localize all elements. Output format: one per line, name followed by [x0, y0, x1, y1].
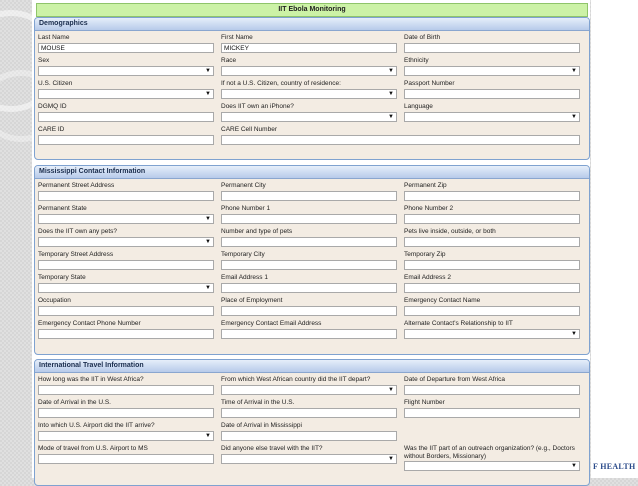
chevron-down-icon: ▼: [205, 285, 211, 291]
us-arrival-date-input[interactable]: [38, 408, 214, 418]
departure-country-select[interactable]: [221, 385, 397, 395]
chevron-down-icon: ▼: [205, 68, 211, 74]
chevron-down-icon: ▼: [571, 463, 577, 469]
field-label: Does IIT own an iPhone?: [221, 103, 294, 110]
field-label: Permanent Street Address: [38, 182, 115, 189]
pet-type-input[interactable]: [221, 237, 397, 247]
permanent-zip-input[interactable]: [404, 191, 580, 201]
passport-number-input[interactable]: [404, 89, 580, 99]
field-label: CARE Cell Number: [221, 126, 277, 133]
language-select[interactable]: [404, 112, 580, 122]
place-of-employment-input[interactable]: [221, 306, 397, 316]
field-label: Temporary Zip: [404, 251, 446, 258]
dgmq-id-input[interactable]: [38, 112, 214, 122]
field-label: If not a U.S. Citizen, country of residence:: [221, 80, 341, 87]
field-label: Permanent State: [38, 205, 87, 212]
field-label: Last Name: [38, 34, 70, 41]
temporary-zip-input[interactable]: [404, 260, 580, 270]
chevron-down-icon: ▼: [205, 216, 211, 222]
care-id-input[interactable]: [38, 135, 214, 145]
temporary-state-select[interactable]: [38, 283, 214, 293]
pets-select[interactable]: [38, 237, 214, 247]
us-arrival-time-input[interactable]: [221, 408, 397, 418]
field-label: Date of Arrival in Mississippi: [221, 422, 302, 429]
outreach-organization-select[interactable]: [404, 461, 580, 471]
sex-select[interactable]: [38, 66, 214, 76]
field-label: Temporary Street Address: [38, 251, 114, 258]
first-name-input[interactable]: [221, 43, 397, 53]
field-label: Place of Employment: [221, 297, 283, 304]
permanent-state-select[interactable]: [38, 214, 214, 224]
field-label: Mode of travel from U.S. Airport to MS: [38, 445, 148, 452]
field-label: Race: [221, 57, 237, 64]
race-select[interactable]: [221, 66, 397, 76]
us-citizen-select[interactable]: [38, 89, 214, 99]
field-label: Number and type of pets: [221, 228, 293, 235]
chevron-down-icon: ▼: [388, 387, 394, 393]
alternate-relationship-select[interactable]: [404, 329, 580, 339]
section-international-travel: [34, 359, 590, 486]
emergency-contact-name-input[interactable]: [404, 306, 580, 316]
chevron-down-icon: ▼: [571, 331, 577, 337]
field-label: Emergency Contact Phone Number: [38, 320, 141, 327]
field-label: Emergency Contact Email Address: [221, 320, 322, 327]
email-address-2-input[interactable]: [404, 283, 580, 293]
field-label: Permanent City: [221, 182, 266, 189]
page-margin: [591, 0, 638, 478]
phone-number-1-input[interactable]: [221, 214, 397, 224]
chevron-down-icon: ▼: [205, 239, 211, 245]
chevron-down-icon: ▼: [571, 68, 577, 74]
field-label: Phone Number 1: [221, 205, 271, 212]
field-label: Emergency Contact Name: [404, 297, 481, 304]
arrival-airport-select[interactable]: [38, 431, 214, 441]
ethnicity-select[interactable]: [404, 66, 580, 76]
care-cell-number-input[interactable]: [221, 135, 580, 145]
iphone-select[interactable]: [221, 112, 397, 122]
field-label: Occupation: [38, 297, 71, 304]
field-label: Date of Birth: [404, 34, 441, 41]
field-label: Email Address 1: [221, 274, 268, 281]
field-label: Alternate Contact's Relationship to IIT: [404, 320, 513, 327]
section-header: Mississippi Contact Information: [35, 166, 589, 179]
form-container: [32, 0, 590, 478]
west-africa-duration-input[interactable]: [38, 385, 214, 395]
field-label: Ethnicity: [404, 57, 429, 64]
emergency-contact-email-input[interactable]: [221, 329, 397, 339]
chevron-down-icon: ▼: [205, 433, 211, 439]
field-label: Pets live inside, outside, or both: [404, 228, 496, 235]
field-label: CARE ID: [38, 126, 65, 133]
chevron-down-icon: ▼: [388, 91, 394, 97]
temporary-city-input[interactable]: [221, 260, 397, 270]
travel-companion-select[interactable]: [221, 454, 397, 464]
pets-live-input[interactable]: [404, 237, 580, 247]
field-label: DGMQ ID: [38, 103, 67, 110]
field-label: Date of Arrival in the U.S.: [38, 399, 111, 406]
field-label: Time of Arrival in the U.S.: [221, 399, 295, 406]
permanent-city-input[interactable]: [221, 191, 397, 201]
chevron-down-icon: ▼: [571, 114, 577, 120]
field-label: Does the IIT own any pets?: [38, 228, 118, 235]
travel-mode-input[interactable]: [38, 454, 214, 464]
section-header: Demographics: [35, 18, 589, 31]
last-name-input[interactable]: [38, 43, 214, 53]
field-label: Permanent Zip: [404, 182, 447, 189]
country-residence-select[interactable]: [221, 89, 397, 99]
section-demographics: [34, 17, 590, 160]
departure-date-input[interactable]: [404, 385, 580, 395]
field-label: Into which U.S. Airport did the IIT arrive?: [38, 422, 155, 429]
field-label: First Name: [221, 34, 253, 41]
field-label: Sex: [38, 57, 50, 64]
date-of-birth-input[interactable]: [404, 43, 580, 53]
field-label: Did anyone else travel with the IIT?: [221, 445, 323, 452]
field-label: Date of Departure from West Africa: [404, 376, 506, 383]
flight-number-input[interactable]: [404, 408, 580, 418]
field-label: Phone Number 2: [404, 205, 454, 212]
page-title: IIT Ebola Monitoring: [36, 3, 588, 17]
field-label: Passport Number: [404, 80, 455, 87]
occupation-input[interactable]: [38, 306, 214, 316]
field-label: U.S. Citizen: [38, 80, 73, 87]
logo-fragment: F HEALTH: [593, 462, 636, 471]
section-header: International Travel Information: [35, 360, 589, 373]
field-label: Email Address 2: [404, 274, 451, 281]
field-label: Temporary State: [38, 274, 86, 281]
chevron-down-icon: ▼: [388, 456, 394, 462]
field-label: Flight Number: [404, 399, 445, 406]
temporary-street-input[interactable]: [38, 260, 214, 270]
mississippi-arrival-date-input[interactable]: [221, 431, 397, 441]
phone-number-2-input[interactable]: [404, 214, 580, 224]
permanent-street-input[interactable]: [38, 191, 214, 201]
field-label: How long was the IIT in West Africa?: [38, 376, 144, 383]
chevron-down-icon: ▼: [388, 114, 394, 120]
email-address-1-input[interactable]: [221, 283, 397, 293]
section-mississippi-contact: [34, 165, 590, 355]
emergency-contact-phone-input[interactable]: [38, 329, 214, 339]
chevron-down-icon: ▼: [205, 91, 211, 97]
field-label: Was the IIT part of an outreach organization? (e.g., Doctors without Borders, Missionary): [404, 445, 575, 460]
field-label: Temporary City: [221, 251, 265, 258]
field-label: Language: [404, 103, 433, 110]
chevron-down-icon: ▼: [388, 68, 394, 74]
field-label: From which West African country did the IIT depart?: [221, 376, 371, 383]
